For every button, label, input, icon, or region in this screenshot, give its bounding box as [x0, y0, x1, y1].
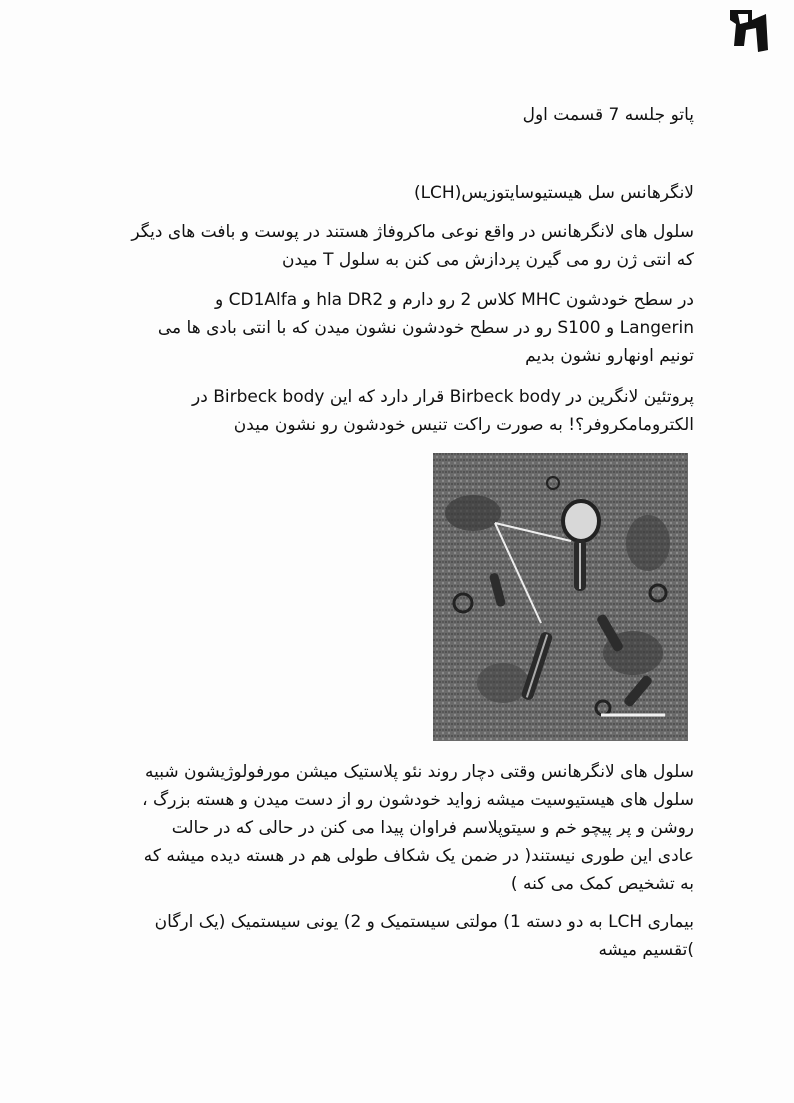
paragraph-3	[94, 383, 694, 439]
paragraph-5-line-1: بیماری LCH به دو دسته 1) مولتی سیستمیک و 2) یونی سیستمیک (یک ارگان	[154, 912, 694, 932]
paragraph-1-line-1: سلول های لانگرهانس در واقع نوعی ماکروفاژ هستند در پوست و بافت های دیگر	[131, 222, 694, 242]
paragraph-1	[94, 218, 694, 274]
birbeck-granule-micrograph	[433, 453, 688, 741]
paragraph-4-line-3: روشن و پر پیچو خم و سیتوپلاسم فراوان پیدا می کنن در حالی که در حالت	[171, 818, 694, 838]
paragraph-4-line-5: به تشخیص کمک می کنه )	[510, 874, 694, 894]
paragraph-5	[94, 908, 694, 964]
paragraph-5-line-2: )تقسیم میشه	[598, 940, 694, 960]
paragraph-3-line-2: الکترومامکروفر؟! به صورت راکت تنیس خودشون رو نشون میدن	[233, 415, 694, 435]
page-title: پاتو جلسه 7 قسمت اول	[522, 105, 694, 125]
paragraph-1-line-2: که انتی ژن رو می گیرن پردازش می کنن به سلول T میدن	[282, 250, 694, 270]
paragraph-2-line-3: تونیم اونهارو نشون بدیم	[525, 346, 694, 366]
micrograph-image	[433, 453, 688, 741]
paragraph-2-line-1: در سطح خودشون MHC کلاس 2 رو دارم و hla DR2 و CD1Alfa و	[215, 290, 694, 310]
paragraph-4-line-1: سلول های لانگرهانس وقتی دچار روند نئو پلاستیک میشن مورفولوژیشون شبیه	[145, 762, 694, 782]
paragraph-2	[94, 286, 694, 370]
paragraph-4-line-2: سلول های هیستیوسیت میشه زواید خودشون رو از دست میدن و هسته بزرگ ،	[142, 790, 694, 810]
paragraph-3-line-1: پروتئین لانگرین در Birbeck body قرار دارد که این Birbeck body در	[192, 387, 694, 407]
corner-scan-mark	[722, 6, 772, 56]
paragraph-2-line-2: Langerin و S100 رو در سطح خودشون نشون میدن که با انتی بادی ها می	[157, 318, 694, 338]
paragraph-4-line-4: عادی این طوری نیستند( در ضمن یک شکاف طولی هم در هسته دیده میشه که	[143, 846, 694, 866]
paragraph-4	[94, 758, 694, 898]
section-heading: لانگرهانس سل هیستیوسایتوزیس(LCH)	[413, 183, 694, 203]
